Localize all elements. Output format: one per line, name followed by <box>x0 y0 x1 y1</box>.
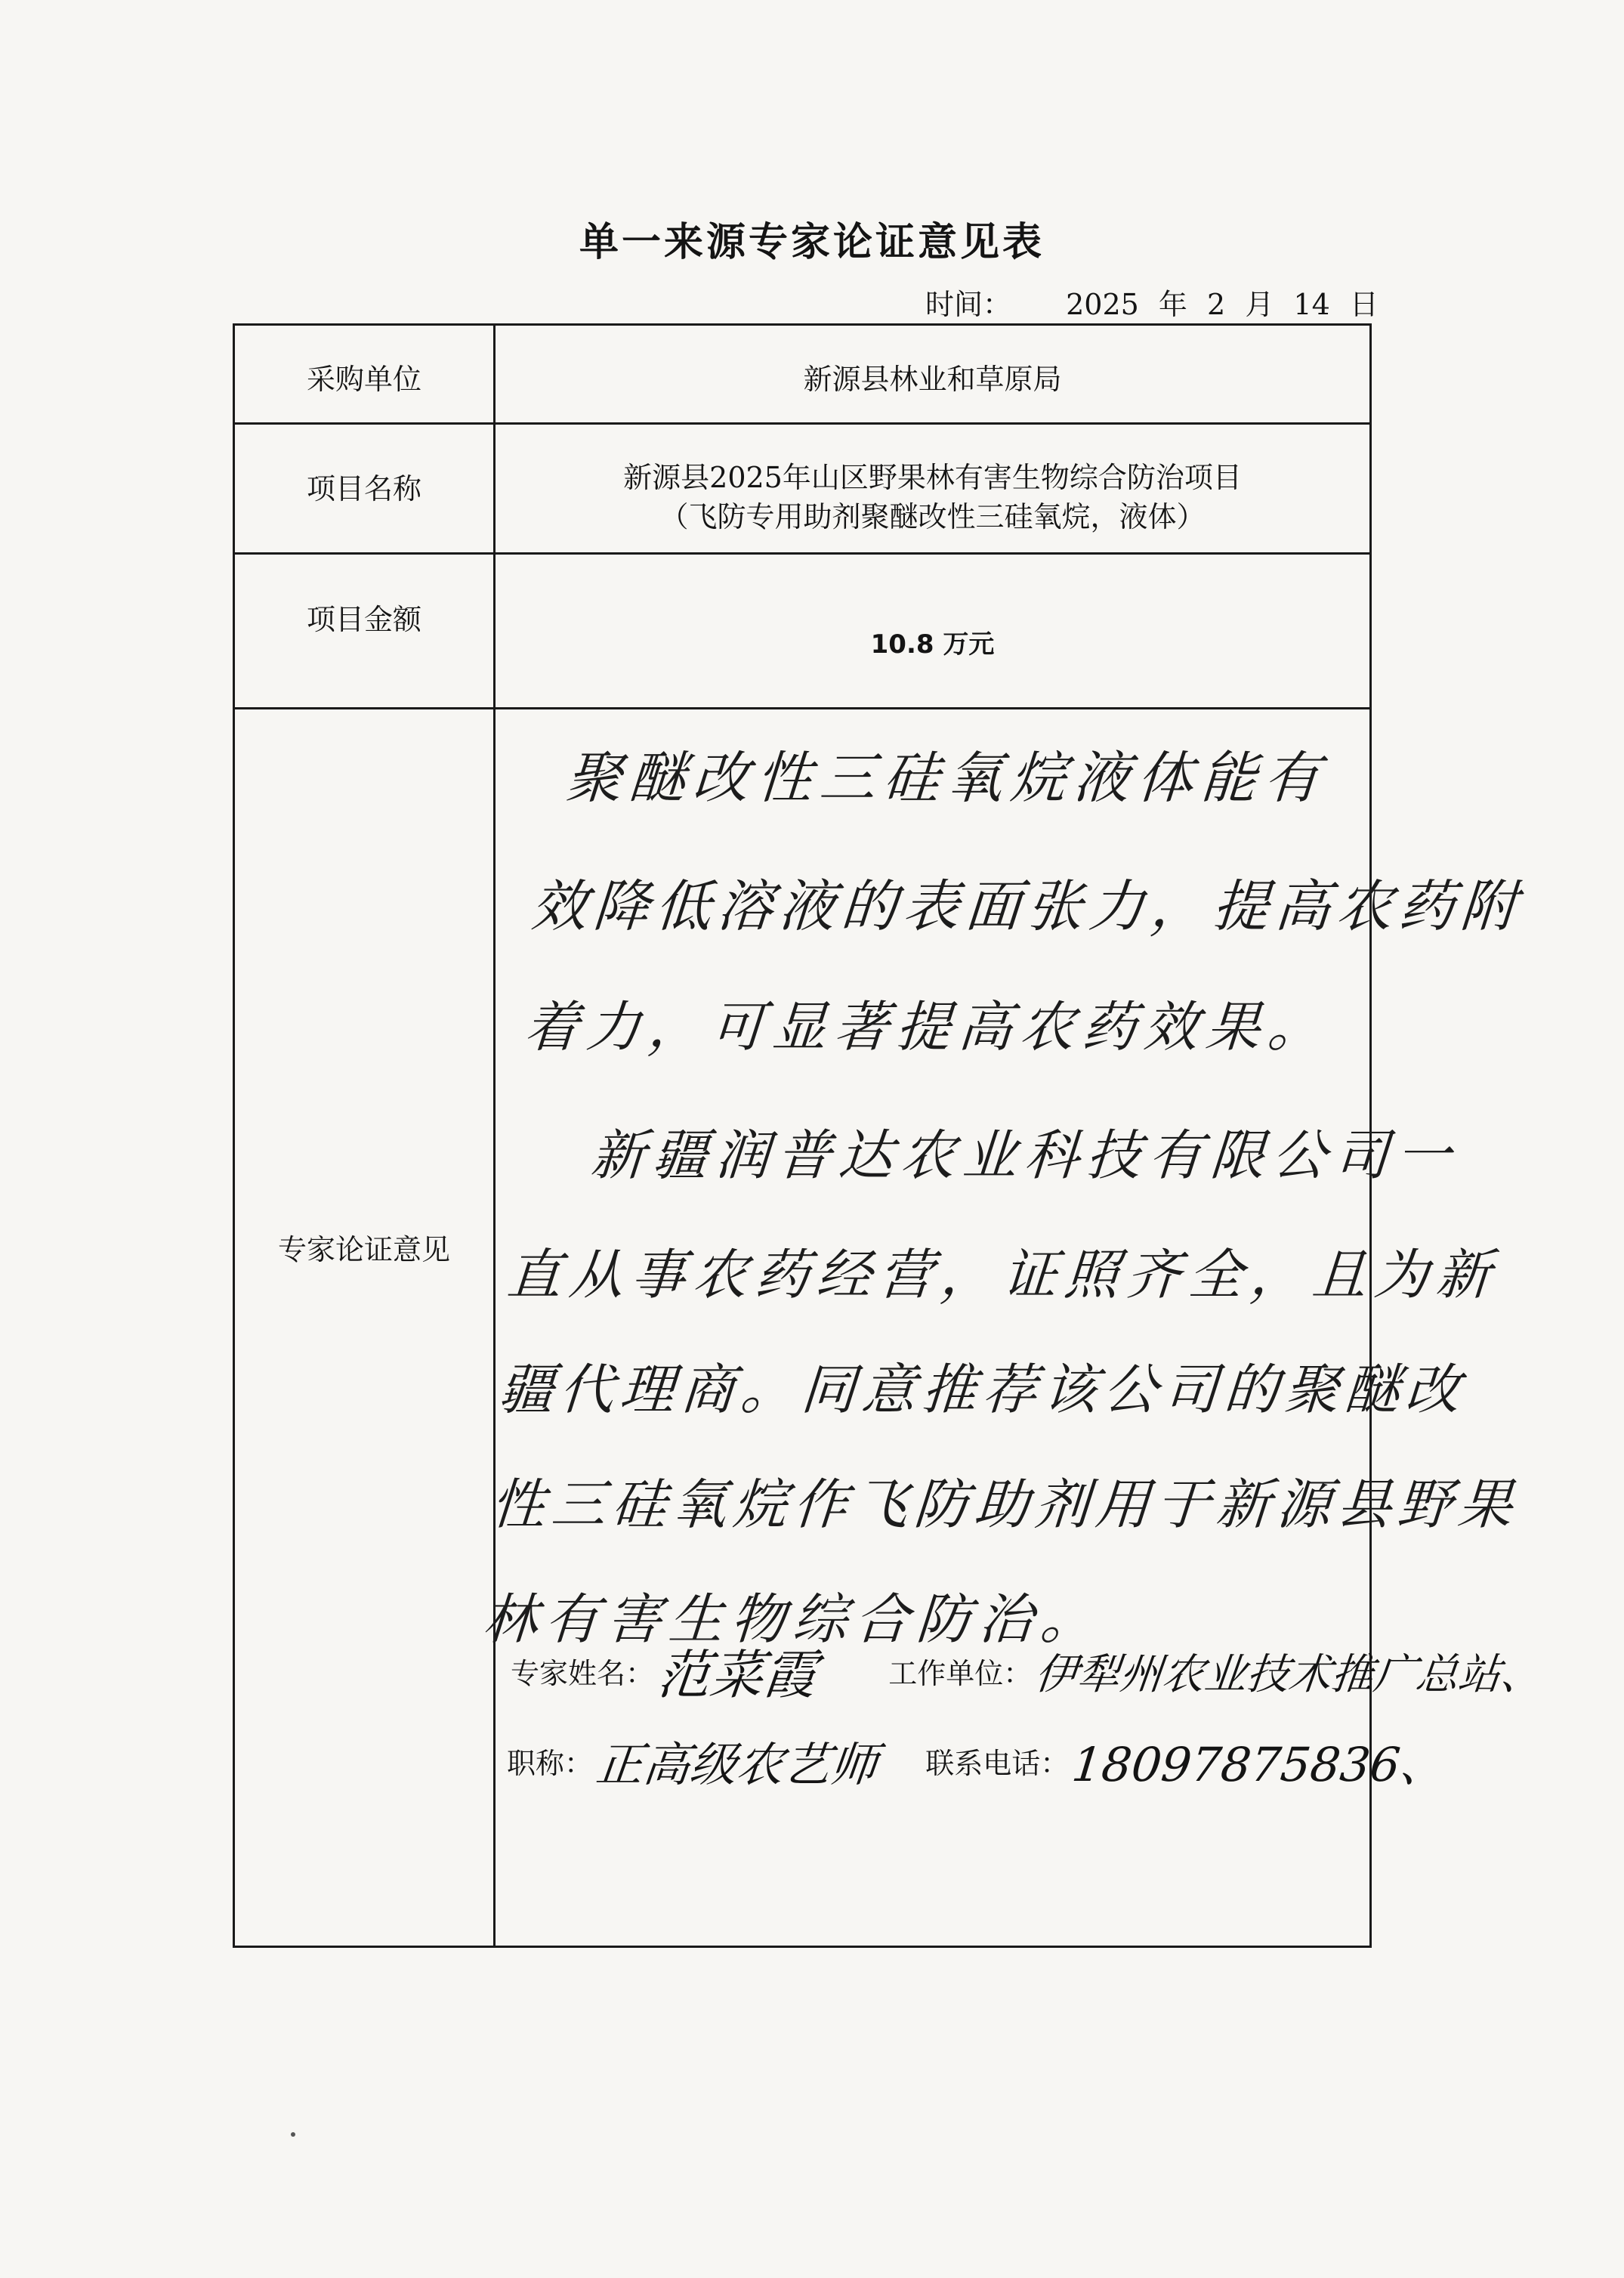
date-line <box>925 281 1389 323</box>
expert-name-label: 专家姓名： <box>511 1657 655 1690</box>
row-divider <box>235 422 1369 425</box>
purchaser-label: 采购单位 <box>306 363 421 396</box>
opinion-line: 聚醚改性三硅氧烷液体能有 <box>563 746 1330 811</box>
title-label: 职称： <box>507 1747 594 1780</box>
project-name-line2: （飞防专用助剂聚醚改性三硅氧烷，液体） <box>659 500 1206 533</box>
opinion-line: 着力，可显著提高农药效果。 <box>522 995 1332 1059</box>
opinion-line: 性三硅氧烷作飞防助剂用于新源县野果 <box>489 1473 1521 1536</box>
amount-label: 项目金额 <box>306 603 421 636</box>
phone-value: 18097875836、 <box>1069 1737 1450 1792</box>
form-title: 单一来源专家论证意见表 <box>579 220 1045 265</box>
title-value: 正高级农艺师 <box>593 1737 881 1792</box>
expert-name-value: 范菜霞 <box>654 1644 820 1706</box>
opinion-form-table <box>233 323 1546 1948</box>
date-year: 2025 <box>1066 288 1139 321</box>
purchaser-value: 新源县林业和草原局 <box>803 363 1062 396</box>
expert-title-row <box>507 1727 1450 1794</box>
row-divider <box>235 707 1369 709</box>
project-name-line1: 新源县2025年山区野果林有害生物综合防治项目 <box>623 461 1242 494</box>
handwritten-opinion <box>462 734 1525 1716</box>
date-year-unit: 年 <box>1158 288 1187 321</box>
scan-speck <box>291 2132 295 2137</box>
date-month: 2 <box>1207 288 1226 321</box>
opinion-line: 效降低溶液的表面张力，提高农药附 <box>529 874 1525 939</box>
date-label: 时间： <box>925 288 1012 321</box>
opinion-line: 林有害生物综合防治。 <box>480 1587 1105 1651</box>
project-name-label: 项目名称 <box>306 472 421 505</box>
opinion-label: 专家论证意见 <box>277 1233 450 1266</box>
opinion-line: 新疆润普达农业科技有限公司一 <box>588 1124 1461 1187</box>
date-day-unit: 日 <box>1349 288 1379 321</box>
opinion-line: 直从事农药经营，证照齐全，且为新 <box>505 1243 1501 1306</box>
work-unit-label: 工作单位： <box>888 1657 1033 1690</box>
opinion-line: 疆代理商。同意推荐该公司的聚醚改 <box>496 1358 1468 1421</box>
date-month-unit: 月 <box>1245 288 1274 321</box>
date-day: 14 <box>1293 288 1330 321</box>
row-divider <box>235 552 1369 555</box>
phone-label: 联系电话： <box>925 1747 1070 1780</box>
work-unit-value: 伊犁州农业技术推广总站、 <box>1033 1649 1546 1699</box>
amount-value: 10.8 万元 <box>870 629 995 660</box>
expert-signature-row <box>511 1633 1546 1709</box>
